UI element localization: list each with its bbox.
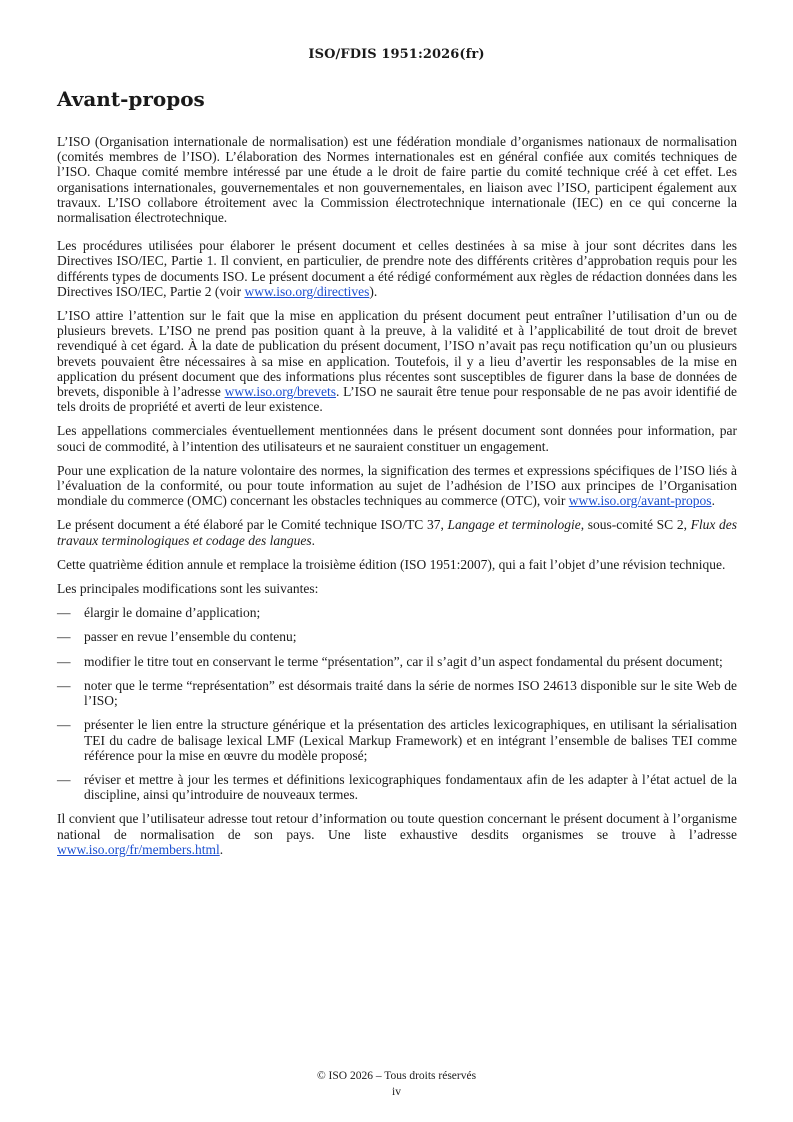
copyright-notice: © ISO 2026 – Tous droits réservés bbox=[316, 1070, 477, 1082]
paragraph-patents bbox=[57, 308, 737, 414]
dash-bullet: — bbox=[57, 717, 71, 733]
list-item-text: présenter le lien entre la structure générique et la présentation des articles lexicographiques, en utilisant la sérialisation TEI du cadre de balisage lexical LMF (Lexical Markup Framework) et en intégrant l’ensemble de balises TEI comme référence pour la mise en œuvre du modèle proposé; bbox=[84, 717, 737, 763]
paragraph-feedback-text: Il convient que l’utilisateur adresse tout retour d’information ou toute question concernant le présent document à l’organisme national de normalisation de son pays. Une liste exhaustive desdits organismes se trouve à l’adresse bbox=[57, 811, 737, 842]
list-item-text: réviser et mettre à jour les termes et définitions lexicographiques fondamentaux afin de les adapter à l’état actuel de la discipline, ainsi qu’introduire de nouveaux termes. bbox=[84, 771, 737, 803]
dash-bullet: — bbox=[57, 605, 71, 621]
list-item-text: élargir le domaine d’application; bbox=[84, 605, 261, 621]
patents-link[interactable]: www.iso.org/brevets bbox=[224, 384, 336, 400]
paragraph-iso-intro: L’ISO (Organisation internationale de normalisation) est une fédération mondiale d’organismes nationaux de normalisation (comités membres de l’ISO). L’élaboration des Normes internationales est en général confiée aux comités techniques de l’ISO. Chaque comité membre intéressé par une étude a le droit de faire partie du comité technique créé à cet effet. Les organisations internationales, gouvernementales et non gouvernementales, en liaison avec l’ISO, participent également aux travaux. L’ISO collabore étroitement avec la Commission électrotechnique internationale (IEC) en ce qui concerne la normalisation électrotechnique. bbox=[57, 134, 737, 226]
changes-list bbox=[57, 605, 737, 802]
paragraph-committee bbox=[57, 517, 737, 547]
section-title: Avant-propos bbox=[57, 87, 205, 111]
committee-text-c: . bbox=[311, 532, 315, 548]
paragraph-edition: Cette quatrième édition annule et remplace la troisième édition (ISO 1951:2007), qui a fait l’objet d’une révision technique. bbox=[57, 556, 726, 572]
paragraph-feedback-end: . bbox=[219, 841, 224, 857]
paragraph-directives-end: ). bbox=[369, 283, 378, 299]
page-number: iv bbox=[392, 1086, 401, 1098]
paragraph-directives-text: Les procédures utilisées pour élaborer le présent document et celles destinées à sa mise à jour sont décrites dans les Directives ISO/IEC, Partie 1. Il convient, en particulier, de prendre note des différents critères d’approbation requis pour les différents types de documents ISO. Le présent document a été rédigé conformément aux règles de rédaction données dans les Directives ISO/IEC, Partie 2 (voir bbox=[57, 238, 737, 299]
paragraph-directives bbox=[57, 238, 737, 299]
paragraph-changes-intro: Les principales modifications sont les suivantes: bbox=[57, 581, 319, 597]
list-item bbox=[57, 629, 737, 644]
list-item bbox=[57, 605, 737, 620]
page-footer bbox=[0, 1068, 793, 1100]
list-item bbox=[57, 654, 737, 669]
dash-bullet: — bbox=[57, 629, 71, 645]
list-item-text: modifier le titre tout en conservant le terme “présentation”, car il s’agit d’un aspect fondamental du présent document; bbox=[84, 653, 723, 669]
dash-bullet: — bbox=[57, 653, 71, 669]
paragraph-voluntary-nature bbox=[57, 463, 737, 509]
list-item bbox=[57, 678, 737, 708]
paragraph-trade-names: Les appellations commerciales éventuellement mentionnées dans le présent document sont données pour information, par souci de commodité, à l’intention des utilisateurs et ne sauraient constituer un engagement. bbox=[57, 423, 737, 454]
paragraph-patents-end: . L’ISO ne saurait être tenue pour responsable de ne pas avoir identifié de tels droits de propriété et averti de leur existence. bbox=[57, 384, 737, 415]
list-item-text: passer en revue l’ensemble du contenu; bbox=[84, 629, 297, 645]
list-item bbox=[57, 717, 737, 763]
paragraph-patents-text: L’ISO attire l’attention sur le fait que la mise en application du présent document peut entraîner l’utilisation d’un ou de plusieurs brevets. L’ISO ne prend pas position quant à la preuve, à la validité et à l’applicabilité de tout droit de brevet revendiqué à cet égard. À la date de publication du présent document, l’ISO n’avait pas reçu notification qu’un ou plusieurs brevets pouvaient être nécessaires à sa mise en application. Toutefois, il y a lieu d’avertir les responsables de la mise en application du présent document que des informations plus récentes sont susceptibles de figurer dans la base de données de brevets, disponible à l’adresse bbox=[57, 308, 737, 400]
subcommittee-name: Flux des travaux terminologiques et codage des langues bbox=[57, 517, 737, 548]
page-content bbox=[57, 86, 737, 866]
dash-bullet: — bbox=[57, 677, 71, 693]
dash-bullet: — bbox=[57, 771, 71, 787]
paragraph-voluntary-text: Pour une explication de la nature volontaire des normes, la signification des termes et expressions spécifiques de l’ISO liés à l’évaluation de la conformité, ou pour toute information au sujet de l’adhésion de l’ISO aux principes de l’Organisation mondiale du commerce (OMC) concernant les obstacles techniques au commerce (OTC), voir bbox=[57, 462, 737, 509]
members-link[interactable]: www.iso.org/fr/members.html bbox=[57, 841, 220, 857]
paragraph-voluntary-end: . bbox=[711, 493, 715, 509]
document-id-header: ISO/FDIS 1951:2026(fr) bbox=[308, 47, 485, 62]
committee-text-b: , sous-comité SC 2, bbox=[580, 517, 691, 533]
committee-text-a: Le présent document a été élaboré par le Comité technique ISO/TC 37, bbox=[57, 517, 448, 533]
directives-link[interactable]: www.iso.org/directives bbox=[244, 283, 370, 299]
list-item-text: noter que le terme “représentation” est désormais traité dans la série de normes ISO 24613 disponible sur le site Web de l’ISO; bbox=[84, 677, 737, 709]
committee-name: Langage et terminologie bbox=[447, 517, 581, 533]
list-item bbox=[57, 772, 737, 802]
paragraph-feedback bbox=[57, 811, 737, 857]
foreword-link[interactable]: www.iso.org/avant-propos bbox=[568, 493, 712, 509]
